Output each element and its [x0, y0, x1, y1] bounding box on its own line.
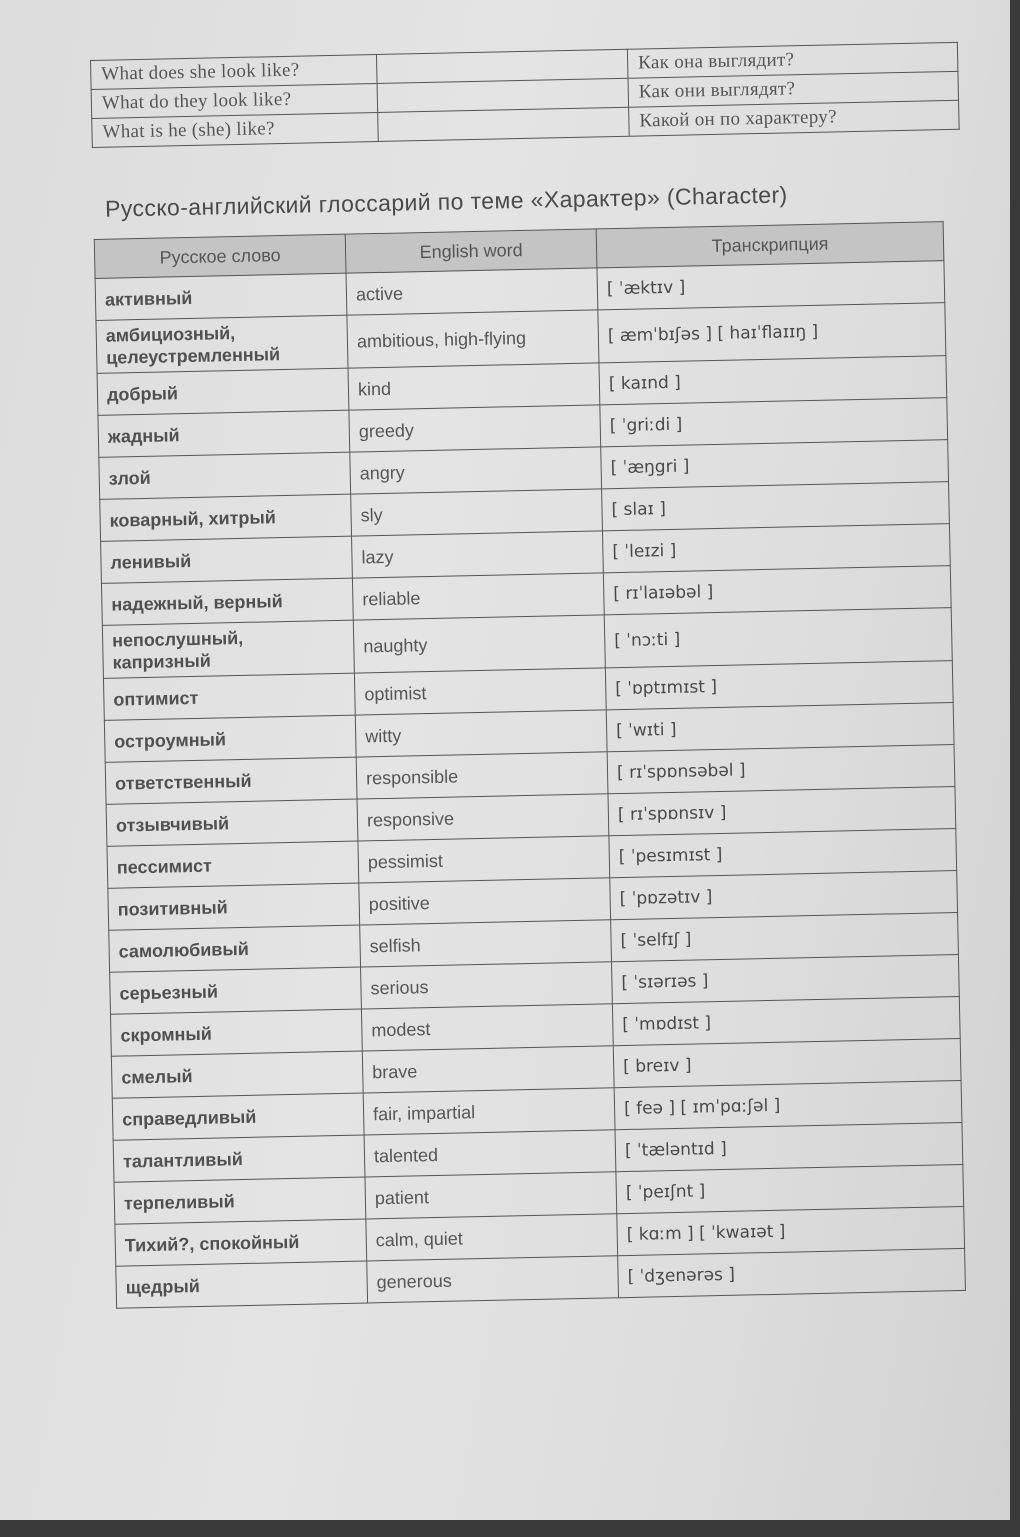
russian-word-cell: ответственный — [105, 757, 357, 804]
transcription-cell: [ ˈæŋgri ] — [601, 440, 949, 489]
english-word-cell: fair, impartial — [363, 1088, 615, 1135]
english-word-cell: angry — [350, 447, 602, 494]
transcription-cell: [ feə ] [ ɪmˈpɑːʃəl ] — [614, 1080, 962, 1129]
english-word-cell: sly — [351, 489, 603, 536]
russian-word-cell: отзывчивый — [106, 799, 358, 846]
russian-word-cell: скромный — [110, 1009, 362, 1056]
english-word-cell: positive — [359, 878, 611, 925]
english-word-cell: patient — [365, 1172, 617, 1219]
russian-word-cell: добрый — [97, 368, 349, 415]
english-word-cell: responsive — [357, 794, 609, 841]
english-word-cell: lazy — [352, 531, 604, 578]
transcription-cell: [ ˈwɪti ] — [606, 703, 954, 752]
transcription-cell: [ slaɪ ] — [602, 482, 950, 531]
russian-word-cell: щедрый — [116, 1261, 368, 1308]
english-word-cell: greedy — [349, 405, 601, 452]
glossary-table — [94, 221, 966, 1309]
transcription-cell: [ kaɪnd ] — [599, 356, 947, 405]
russian-word-cell: оптимист — [103, 673, 355, 720]
english-word-cell: modest — [361, 1004, 613, 1051]
english-word-cell: witty — [355, 710, 607, 757]
phrase-english: What is he (she) like? — [92, 112, 379, 147]
russian-word-cell: справедливый — [112, 1093, 364, 1140]
russian-word-cell: злой — [99, 452, 351, 499]
transcription-cell: [ kɑːm ] [ ˈkwaɪət ] — [617, 1206, 965, 1255]
document-content — [90, 42, 996, 1309]
russian-word-cell: активный — [95, 273, 347, 320]
phrase-russian: Как она выглядит? — [627, 42, 958, 78]
english-word-cell: responsible — [356, 752, 608, 799]
transcription-cell: [ rɪˈspɒnsəbəl ] — [607, 745, 955, 794]
phrases-table — [90, 42, 960, 148]
transcription-cell: [ ˈdʒenərəs ] — [618, 1248, 966, 1297]
russian-word-cell: талантливый — [113, 1135, 365, 1182]
glossary-title: Русско-английский глоссарий по теме «Характер» (Character) — [104, 181, 788, 222]
english-word-cell: pessimist — [358, 836, 610, 883]
english-word-cell: optimist — [354, 668, 606, 715]
english-word-cell: reliable — [352, 573, 604, 620]
phrase-english: What does she look like? — [91, 54, 378, 89]
transcription-cell: [ ˈnɔːti ] — [604, 608, 952, 668]
transcription-cell: [ ˈpesɪmɪst ] — [609, 829, 957, 878]
header-russian-word: Русское слово — [94, 234, 346, 278]
phrase-russian: Какой он по характеру? — [629, 100, 960, 136]
transcription-cell: [ ˈæktɪv ] — [597, 261, 945, 310]
russian-word-cell: амбициозный, целеустремленный — [96, 315, 348, 373]
transcription-cell: [ ˈɒptɪmɪst ] — [605, 661, 953, 710]
english-word-cell: brave — [362, 1046, 614, 1093]
transcription-cell: [ ˈleɪzi ] — [602, 524, 950, 573]
header-transcription: Транскрипция — [596, 222, 944, 268]
russian-word-cell: надежный, верный — [101, 578, 353, 625]
transcription-cell: [ æmˈbɪʃəs ] [ haɪˈflaɪɪŋ ] — [598, 303, 946, 363]
english-word-cell: generous — [367, 1256, 619, 1303]
transcription-cell: [ breɪv ] — [613, 1038, 961, 1087]
english-word-cell: kind — [348, 363, 600, 410]
english-word-cell: ambitious, high-flying — [347, 310, 599, 368]
russian-word-cell: жадный — [98, 410, 350, 457]
transcription-cell: [ rɪˈspɒnsɪv ] — [608, 787, 956, 836]
russian-word-cell: непослушный, капризный — [102, 620, 354, 678]
transcription-cell: [ rɪˈlaɪəbəl ] — [603, 566, 951, 615]
english-word-cell: naughty — [353, 615, 605, 673]
transcription-cell: [ ˈpɒzətɪv ] — [610, 871, 958, 920]
russian-word-cell: остроумный — [104, 715, 356, 762]
russian-word-cell: ленивый — [101, 536, 353, 583]
transcription-cell: [ ˈtæləntɪd ] — [615, 1122, 963, 1171]
russian-word-cell: Тихий?, спокойный — [115, 1219, 367, 1266]
russian-word-cell: смелый — [111, 1051, 363, 1098]
header-english-word: English word — [345, 229, 597, 273]
russian-word-cell: позитивный — [108, 883, 360, 930]
transcription-cell: [ ˈgriːdi ] — [600, 398, 948, 447]
transcription-cell: [ ˈselfɪʃ ] — [611, 913, 959, 962]
english-word-cell: selfish — [360, 920, 612, 967]
english-word-cell: active — [346, 268, 598, 315]
transcription-cell: [ ˈpeɪʃnt ] — [616, 1164, 964, 1213]
english-word-cell: serious — [361, 962, 613, 1009]
phrase-blank-cell — [378, 107, 630, 141]
english-word-cell: calm, quiet — [366, 1214, 618, 1261]
phrase-english: What do they look like? — [91, 83, 378, 118]
english-word-cell: talented — [364, 1130, 616, 1177]
transcription-cell: [ ˈmɒdɪst ] — [612, 997, 960, 1046]
russian-word-cell: самолюбивый — [109, 925, 361, 972]
russian-word-cell: коварный, хитрый — [100, 494, 352, 541]
transcription-cell: [ ˈsɪərɪəs ] — [611, 955, 959, 1004]
phrase-russian: Как они выглядят? — [628, 71, 959, 107]
russian-word-cell: серьезный — [110, 967, 362, 1014]
russian-word-cell: пессимист — [107, 841, 359, 888]
russian-word-cell: терпеливый — [114, 1177, 366, 1224]
